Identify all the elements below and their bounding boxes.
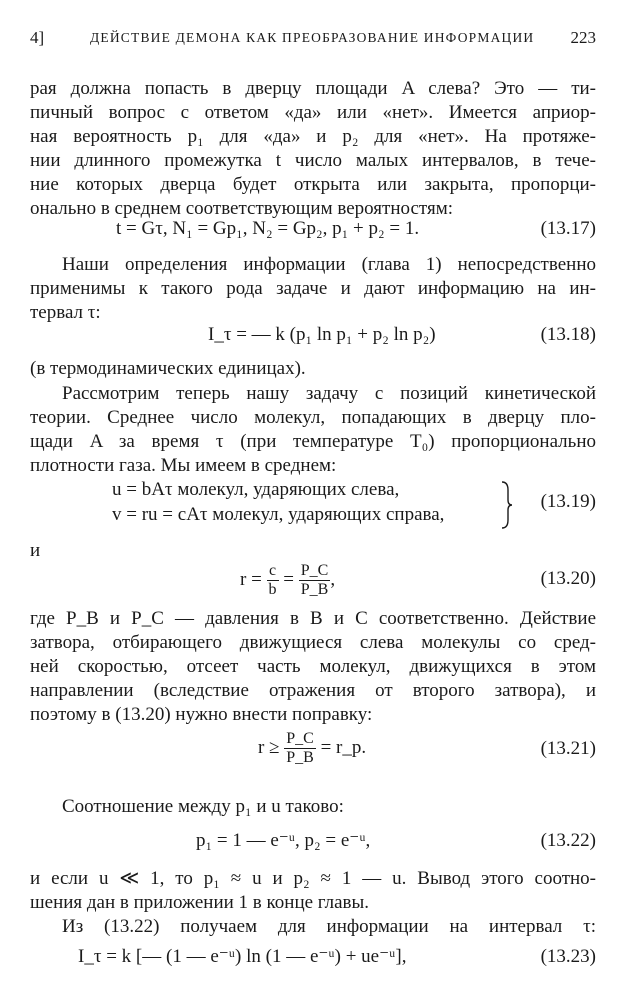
- text-line: онально в среднем соответствующим вероятностям:: [30, 198, 453, 219]
- text-line: тервал τ:: [30, 302, 101, 323]
- equation-13-23: I_τ = k [— (1 — e⁻ᵘ) ln (1 — e⁻ᵘ) + ue⁻ᵘ],: [78, 946, 407, 967]
- right-brace: [500, 480, 514, 530]
- equation-label: (13.20): [540, 568, 596, 589]
- equation-13-18: I_τ = — k (p₁ ln p₁ + p₂ ln p₂): [208, 324, 436, 345]
- text-line: (в термодинамических единицах).: [30, 358, 306, 379]
- page-number: 223: [570, 28, 596, 47]
- text-line: где P_B и P_C — давления в B и C соответственно. Действие: [30, 608, 596, 629]
- text-line: нии длинного промежутка t число малых интервалов, в тече-: [30, 150, 596, 171]
- fraction-pc-over-pb: $\frac{P\_C}{P\_B}$: [300, 562, 329, 599]
- text-line: рая должна попасть в дверцу площади A слева? Это — ти-: [30, 78, 596, 99]
- equation-label: (13.19): [540, 491, 596, 512]
- equation-label: (13.22): [540, 830, 596, 851]
- running-title: ДЕЙСТВИЕ ДЕМОНА КАК ПРЕОБРАЗОВАНИЕ ИНФОРМАЦИИ: [90, 30, 535, 45]
- text-line: и если u ≪ 1, то p₁ ≈ u и p₂ ≈ 1 — u. Вывод этого соотно-: [30, 868, 596, 889]
- text-line: теории. Среднее число молекул, попадающих в дверцу пло-: [30, 407, 596, 428]
- text-line: ней скоростью, отсеет часть молекул, движущихся в этом: [30, 656, 596, 677]
- text-line: Рассмотрим теперь нашу задачу с позиций кинетической: [62, 383, 596, 404]
- fraction-c-over-b: $\frac{c}{b}$: [268, 562, 277, 599]
- equation-13-22: p₁ = 1 — e⁻ᵘ, p₂ = e⁻ᵘ,: [196, 830, 371, 851]
- text-line: ная вероятность p₁ для «да» и p₂ для «нет». На протяже-: [30, 126, 596, 147]
- equation-label: (13.18): [540, 324, 596, 345]
- text-line: плотности газа. Мы имеем в среднем:: [30, 455, 337, 476]
- equation-label: (13.17): [540, 218, 596, 239]
- text-line: шения дан в приложении 1 в конце главы.: [30, 892, 370, 913]
- text-line: Наши определения информации (глава 1) непосредственно: [62, 254, 596, 275]
- equation-label: (13.23): [540, 946, 596, 967]
- text-line: ние которых дверца будет открыта или закрыта, пропорци-: [30, 174, 596, 195]
- text-line: щади A за время τ (при температуре T₀) пропорционально: [30, 431, 596, 452]
- text-line: и: [30, 540, 41, 561]
- text-line: затвора, отбирающего движущиеся слева молекулы со сред-: [30, 632, 596, 653]
- running-header: [30, 28, 596, 56]
- equation-13-19-line-2: v = ru = cAτ молекул, ударяющих справа,: [112, 504, 445, 525]
- equation-13-17: t = Gτ, N₁ = Gp₁, N₂ = Gp₂, p₁ + p₂ = 1.: [116, 218, 420, 239]
- fraction-pc-over-pb: $\frac{P\_C}{P\_B}$: [286, 730, 314, 767]
- text-line: Соотношение между p₁ и u таково:: [62, 796, 344, 817]
- equation-label: (13.21): [540, 738, 596, 759]
- equation-13-19-line-1: u = bAτ молекул, ударяющих слева,: [112, 479, 400, 500]
- text-line: поэтому в (13.20) нужно внести поправку:: [30, 704, 373, 725]
- section-number: 4]: [30, 28, 45, 47]
- equation-13-21: r ≥ $\frac{P\_C}{P\_B}$ = r_p.: [258, 730, 367, 767]
- text-line: Из (13.22) получаем для информации на интервал τ:: [62, 916, 596, 937]
- text-line: направлении (вследствие отражения от второго затвора), и: [30, 680, 596, 701]
- equation-13-20: r = $\frac{c}{b}$ = $\frac{P\_C}{P\_B}$ ,: [240, 562, 336, 599]
- text-line: применимы к такого рода задаче и дают информацию на ин-: [30, 278, 596, 299]
- text-line: пичный вопрос с ответом «да» или «нет». Имеется априор-: [30, 102, 596, 123]
